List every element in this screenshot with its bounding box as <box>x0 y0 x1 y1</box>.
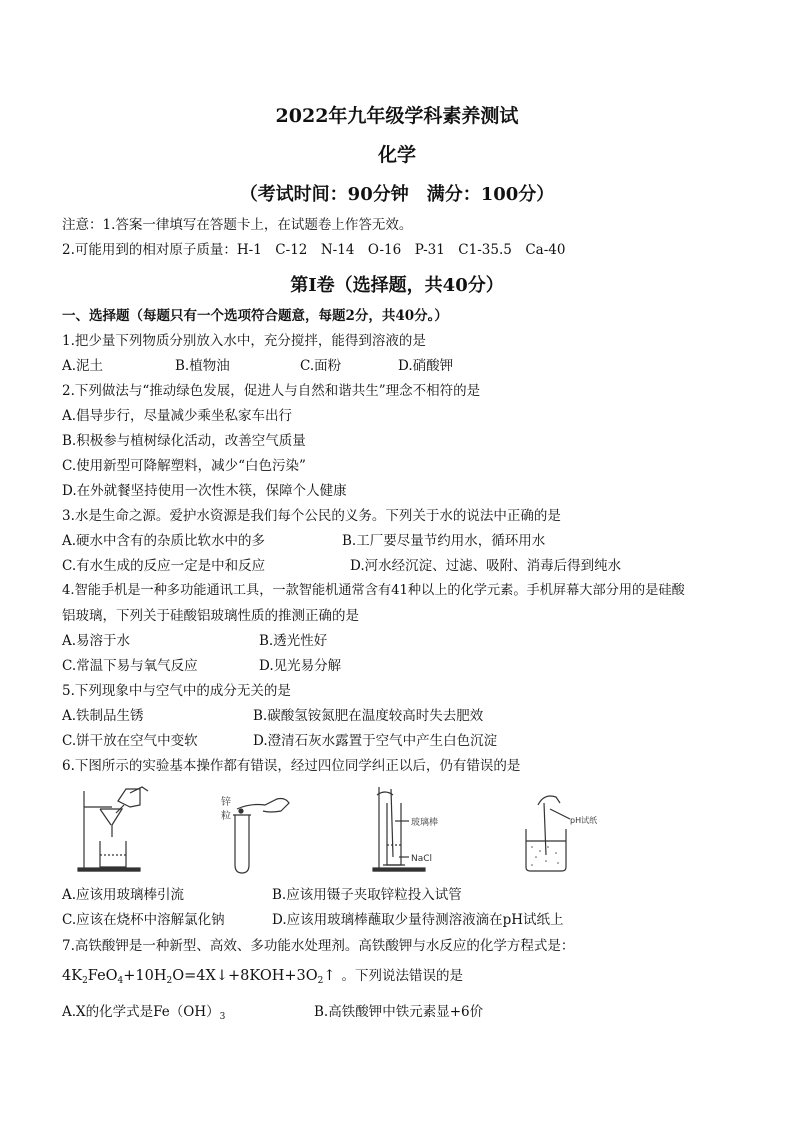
figure-cylinder-nacl <box>365 785 475 875</box>
eq-tail: 。下列说法错误的是 <box>341 968 464 984</box>
figure-zinc-test-tube <box>215 785 305 875</box>
figure-label-rod: 玻璃棒 <box>411 818 439 828</box>
q3-option-c: C.有水生成的反应一定是中和反应 <box>62 558 266 574</box>
q4-option-d: D.见光易分解 <box>259 658 342 674</box>
eq-part-feo: FeO <box>87 968 118 984</box>
exam-info: （考试时间：90分钟 满分：100分） <box>239 184 555 205</box>
note-2: 2.可能用到的相对原子质量：H-1 C-12 N-14 O-16 P-31 C1-35.5 Ca-40 <box>62 242 566 258</box>
eq-sub-2c: 2 <box>317 976 324 986</box>
q6-option-b: B.应该用镊子夹取锌粒投入试管 <box>272 887 462 903</box>
exam-title: 2022年九年级学科素养测试 <box>275 105 519 127</box>
q5-option-a: A.铁制品生锈 <box>62 708 144 724</box>
q4-stem-line2: 铝玻璃，下列关于硅酸铝玻璃性质的推测正确的是 <box>62 608 359 624</box>
q4-stem-line1: 4.智能手机是一种多功能通讯工具，一款智能机通常含有41种以上的化学元素。手机屏幕大部分用的是硅酸 <box>62 583 685 598</box>
q5-option-c: C.饼干放在空气中变软 <box>62 733 198 749</box>
q5-option-b: B.碳酸氢铵氮肥在温度较高时失去肥效 <box>253 708 484 724</box>
q3-option-a: A.硬水中含有的杂质比软水中的多 <box>62 533 266 549</box>
q4-option-b: B.透光性好 <box>259 633 328 649</box>
q1-option-b: B.植物油 <box>175 358 230 374</box>
figure-ph-paper <box>520 785 620 875</box>
q6-option-d: D.应该用玻璃棒蘸取少量待测溶液滴在pH试纸上 <box>272 912 564 928</box>
q2-stem: 2.下列做法与“推动绿色发展，促进人与自然和谐共生”理念不相符的是 <box>62 383 481 399</box>
q6-option-a: A.应该用玻璃棒引流 <box>62 887 185 903</box>
eq-sub-2b: 2 <box>166 976 173 986</box>
q1-option-a: A.泥土 <box>62 358 104 374</box>
q4-option-c: C.常温下易与氧气反应 <box>62 658 198 674</box>
note-1: 注意：1.答案一律填写在答题卡上，在试题卷上作答无效。 <box>62 217 413 233</box>
q2-option-b: B.积极参与植树绿化活动，改善空气质量 <box>62 433 306 449</box>
figure-label-ph: pH试纸 <box>570 816 598 825</box>
figure-label-zinc-1: 锌 <box>221 797 231 808</box>
q6-option-c: C.应该在烧杯中溶解氯化钠 <box>62 912 225 928</box>
eq-part-up: ↑ <box>323 968 336 984</box>
subject-title: 化学 <box>377 144 416 166</box>
eq-part-4k: 4K <box>62 968 83 984</box>
q3-option-d: D.河水经沉淀、过滤、吸附、消毒后得到纯水 <box>350 558 622 574</box>
q7-option-a <box>62 1003 225 1021</box>
q3-stem: 3.水是生命之源。爱护水资源是我们每个公民的义务。下列关于水的说法中正确的是 <box>62 508 561 524</box>
q4-option-a: A.易溶于水 <box>62 633 131 649</box>
part-heading: 一、选择题（每题只有一个选项符合题意，每题2分，共40分。） <box>62 308 448 324</box>
q7-option-a-text: A.X的化学式是Fe（OH） <box>62 1004 220 1020</box>
eq-part-h: +10H <box>123 968 167 984</box>
q7-stem: 7.高铁酸钾是一种新型、高效、多功能水处理剂。高铁酸钾与水反应的化学方程式是： <box>62 938 575 954</box>
q5-stem: 5.下列现象中与空气中的成分无关的是 <box>62 683 291 699</box>
figure-label-nacl: NaCl <box>411 854 433 864</box>
eq-part-rest: O=4X↓+8KOH+3O <box>172 968 318 984</box>
q2-option-c: C.使用新型可降解塑料，减少“白色污染” <box>62 458 306 474</box>
q7-equation <box>62 967 463 985</box>
q2-option-a: A.倡导步行，尽量减少乘坐私家车出行 <box>62 408 293 424</box>
figure-filtration <box>70 785 170 875</box>
eq-sub-2: 2 <box>82 976 88 986</box>
q1-option-c: C.面粉 <box>300 358 342 374</box>
q7-option-b: B.高铁酸钾中铁元素显+6价 <box>314 1004 484 1020</box>
q3-option-b: B.工厂要尽量节约用水，循环用水 <box>342 533 546 549</box>
figure-label-zinc-2: 粒 <box>221 811 231 822</box>
q2-option-d: D.在外就餐坚持使用一次性木筷，保障个人健康 <box>62 483 347 499</box>
q1-option-d: D.硝酸钾 <box>398 358 454 374</box>
q5-option-d: D.澄清石灰水露置于空气中产生白色沉淀 <box>253 733 498 749</box>
eq-sub-4: 4 <box>117 976 124 986</box>
q6-stem: 6.下图所示的实验基本操作都有错误，经过四位同学纠正以后，仍有错误的是 <box>62 758 521 774</box>
q1-stem: 1.把少量下列物质分别放入水中，充分搅拌，能得到溶液的是 <box>62 333 426 349</box>
q7-option-a-sub: 3 <box>219 1012 226 1022</box>
section-title: 第Ⅰ卷（选择题，共40分） <box>290 275 504 296</box>
